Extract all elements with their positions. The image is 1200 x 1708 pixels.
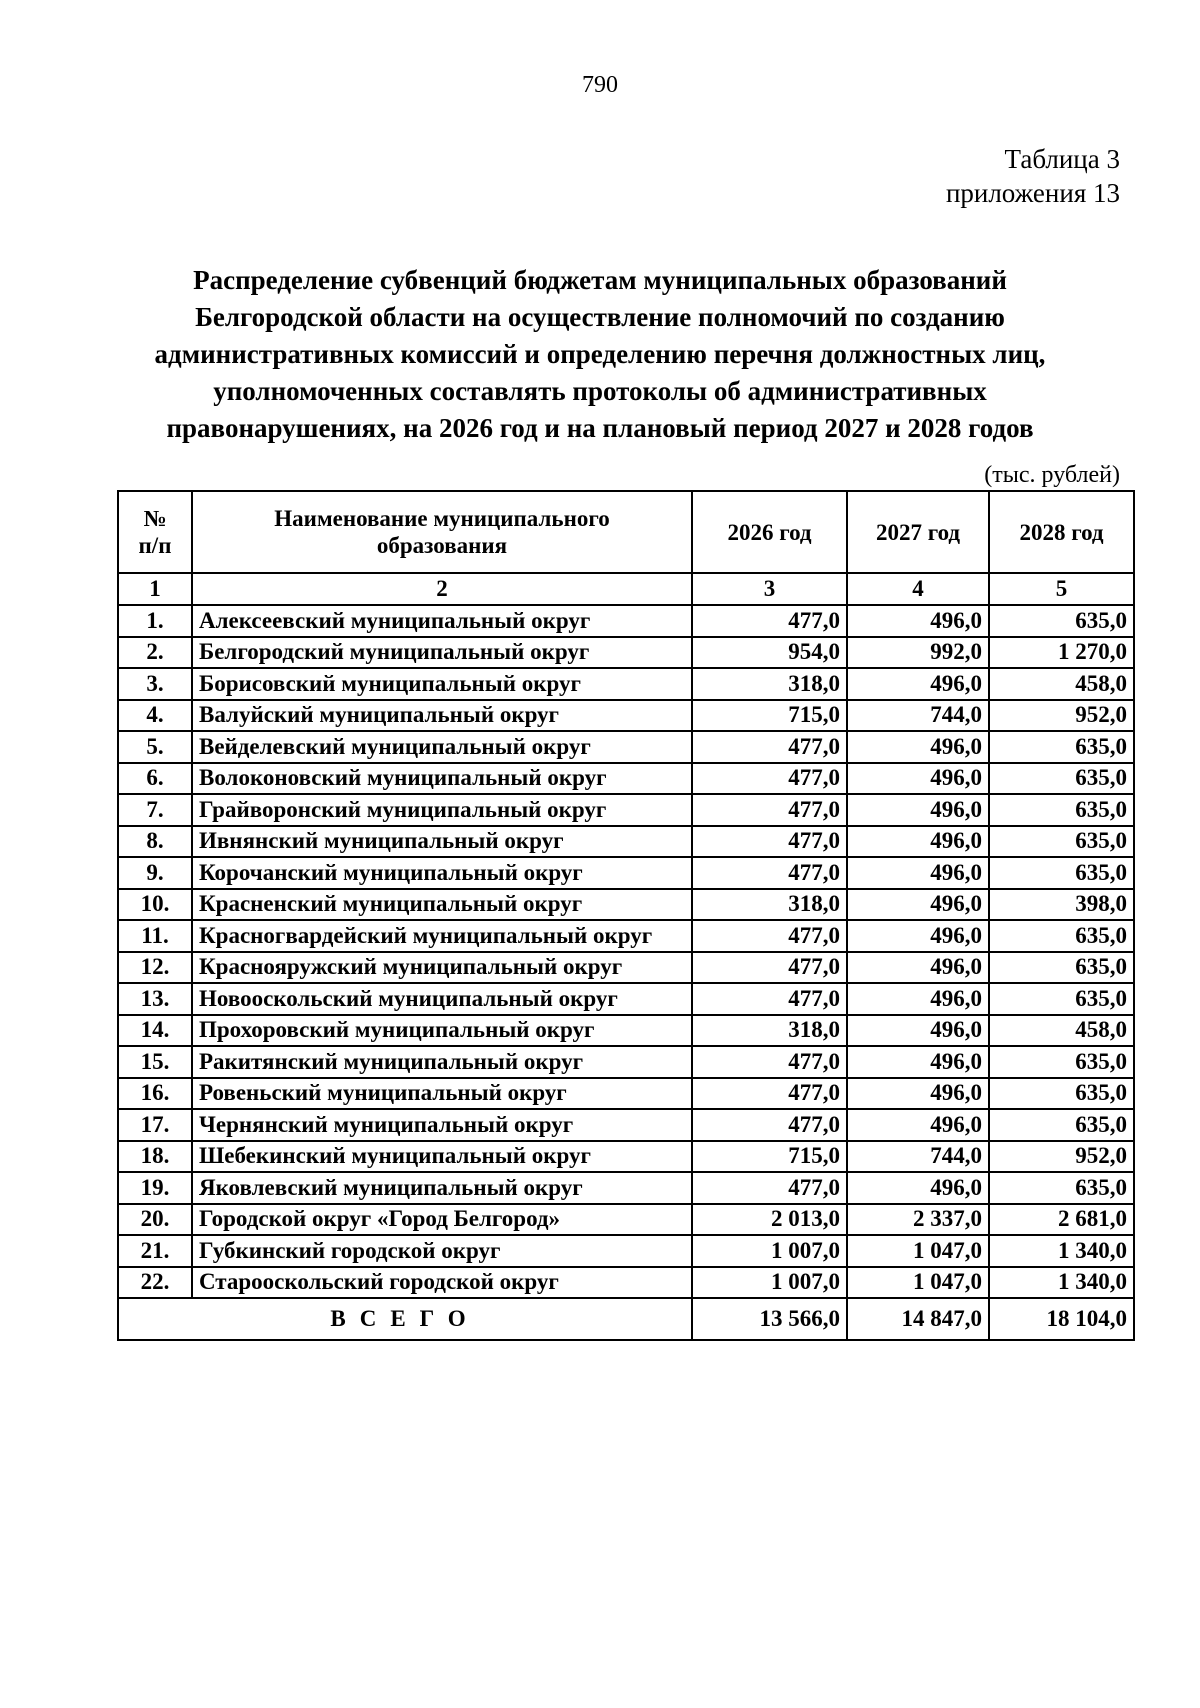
row-municipality-name: Красненский муниципальный округ	[192, 889, 692, 921]
row-value-2028: 635,0	[989, 731, 1134, 763]
table-row	[118, 1235, 1134, 1267]
row-value-2026: 477,0	[692, 1078, 847, 1110]
row-municipality-name: Вейделевский муниципальный округ	[192, 731, 692, 763]
row-municipality-name: Чернянский муниципальный округ	[192, 1109, 692, 1141]
row-municipality-name: Ивнянский муниципальный округ	[192, 826, 692, 858]
header-name-line2: образования	[376, 533, 508, 558]
document-title	[100, 262, 1100, 447]
row-value-2028: 1 270,0	[989, 637, 1134, 669]
row-number: 10.	[118, 889, 192, 921]
row-value-2026: 2 013,0	[692, 1204, 847, 1236]
row-value-2027: 496,0	[847, 731, 989, 763]
row-number: 21.	[118, 1235, 192, 1267]
row-value-2028: 458,0	[989, 668, 1134, 700]
row-value-2028: 458,0	[989, 1015, 1134, 1047]
table-row	[118, 700, 1134, 732]
row-value-2028: 635,0	[989, 952, 1134, 984]
row-value-2027: 1 047,0	[847, 1235, 989, 1267]
table-row	[118, 731, 1134, 763]
row-value-2026: 477,0	[692, 952, 847, 984]
row-value-2027: 496,0	[847, 794, 989, 826]
row-number: 19.	[118, 1172, 192, 1204]
row-value-2027: 744,0	[847, 700, 989, 732]
table-row	[118, 952, 1134, 984]
row-value-2028: 635,0	[989, 1172, 1134, 1204]
row-value-2028: 635,0	[989, 605, 1134, 637]
table-row	[118, 1046, 1134, 1078]
column-number-row	[118, 573, 1134, 605]
row-number: 13.	[118, 983, 192, 1015]
header-name	[192, 491, 692, 573]
row-value-2026: 477,0	[692, 794, 847, 826]
row-municipality-name: Ракитянский муниципальный округ	[192, 1046, 692, 1078]
row-municipality-name: Шебекинский муниципальный округ	[192, 1141, 692, 1173]
table-row	[118, 794, 1134, 826]
row-municipality-name: Красногвардейский муниципальный округ	[192, 920, 692, 952]
row-value-2027: 496,0	[847, 952, 989, 984]
row-value-2026: 477,0	[692, 1046, 847, 1078]
row-number: 15.	[118, 1046, 192, 1078]
row-municipality-name: Корочанский муниципальный округ	[192, 857, 692, 889]
row-value-2028: 635,0	[989, 983, 1134, 1015]
row-value-2028: 2 681,0	[989, 1204, 1134, 1236]
row-number: 14.	[118, 1015, 192, 1047]
row-value-2028: 1 340,0	[989, 1235, 1134, 1267]
row-value-2027: 1 047,0	[847, 1267, 989, 1299]
total-value-2028: 18 104,0	[989, 1298, 1134, 1340]
column-number: 1	[118, 573, 192, 605]
row-municipality-name: Волоконовский муниципальный округ	[192, 763, 692, 795]
row-value-2027: 496,0	[847, 920, 989, 952]
table-row	[118, 637, 1134, 669]
table-row	[118, 983, 1134, 1015]
row-value-2028: 635,0	[989, 1109, 1134, 1141]
subventions-table	[117, 490, 1135, 1341]
table-row	[118, 1204, 1134, 1236]
total-row	[118, 1298, 1134, 1340]
row-value-2026: 477,0	[692, 605, 847, 637]
row-value-2027: 496,0	[847, 1078, 989, 1110]
row-number: 20.	[118, 1204, 192, 1236]
column-number: 4	[847, 573, 989, 605]
total-value-2026: 13 566,0	[692, 1298, 847, 1340]
row-value-2027: 496,0	[847, 889, 989, 921]
title-line: Распределение субвенций бюджетам муниципальных образований	[193, 265, 1007, 295]
header-name-line1: Наименование муниципального	[274, 506, 610, 531]
table-row	[118, 857, 1134, 889]
header-num-line1: №	[143, 506, 167, 531]
row-municipality-name: Прохоровский муниципальный округ	[192, 1015, 692, 1047]
row-value-2027: 744,0	[847, 1141, 989, 1173]
row-value-2028: 635,0	[989, 826, 1134, 858]
row-value-2027: 496,0	[847, 668, 989, 700]
table-reference	[946, 142, 1120, 210]
row-number: 3.	[118, 668, 192, 700]
row-value-2027: 496,0	[847, 1015, 989, 1047]
row-number: 22.	[118, 1267, 192, 1299]
column-number: 3	[692, 573, 847, 605]
row-value-2026: 477,0	[692, 731, 847, 763]
row-value-2026: 318,0	[692, 889, 847, 921]
row-number: 11.	[118, 920, 192, 952]
row-value-2026: 715,0	[692, 700, 847, 732]
row-value-2026: 1 007,0	[692, 1235, 847, 1267]
row-number: 2.	[118, 637, 192, 669]
title-line: административных комиссий и определению перечня должностных лиц,	[154, 339, 1046, 369]
row-value-2026: 477,0	[692, 763, 847, 795]
row-value-2027: 496,0	[847, 1046, 989, 1078]
table-row	[118, 826, 1134, 858]
table-row	[118, 889, 1134, 921]
title-line: Белгородской области на осуществление полномочий по созданию	[195, 302, 1005, 332]
unit-label: (тыс. рублей)	[984, 462, 1120, 488]
row-number: 17.	[118, 1109, 192, 1141]
row-value-2027: 496,0	[847, 826, 989, 858]
row-number: 7.	[118, 794, 192, 826]
row-number: 4.	[118, 700, 192, 732]
row-number: 12.	[118, 952, 192, 984]
row-municipality-name: Валуйский муниципальный округ	[192, 700, 692, 732]
row-municipality-name: Яковлевский муниципальный округ	[192, 1172, 692, 1204]
column-number: 5	[989, 573, 1134, 605]
row-value-2026: 477,0	[692, 1172, 847, 1204]
header-2027: 2027 год	[847, 491, 989, 573]
table-row	[118, 1141, 1134, 1173]
header-2026: 2026 год	[692, 491, 847, 573]
row-value-2028: 635,0	[989, 920, 1134, 952]
table-header-row	[118, 491, 1134, 573]
table-row	[118, 1109, 1134, 1141]
table-row	[118, 605, 1134, 637]
row-value-2026: 715,0	[692, 1141, 847, 1173]
row-value-2026: 954,0	[692, 637, 847, 669]
row-number: 8.	[118, 826, 192, 858]
title-line: уполномоченных составлять протоколы об административных	[213, 376, 987, 406]
row-value-2026: 318,0	[692, 668, 847, 700]
table-row	[118, 763, 1134, 795]
row-municipality-name: Белгородский муниципальный округ	[192, 637, 692, 669]
row-value-2028: 635,0	[989, 1078, 1134, 1110]
row-number: 18.	[118, 1141, 192, 1173]
row-value-2026: 318,0	[692, 1015, 847, 1047]
row-municipality-name: Борисовский муниципальный округ	[192, 668, 692, 700]
row-value-2027: 496,0	[847, 763, 989, 795]
table-row	[118, 1267, 1134, 1299]
header-num	[118, 491, 192, 573]
row-value-2026: 477,0	[692, 983, 847, 1015]
row-value-2028: 635,0	[989, 763, 1134, 795]
row-municipality-name: Губкинский городской округ	[192, 1235, 692, 1267]
table-ref-line2: приложения 13	[945, 178, 1120, 208]
table-ref-line1: Таблица 3	[1004, 144, 1120, 174]
row-value-2028: 635,0	[989, 1046, 1134, 1078]
header-num-line2: п/п	[138, 533, 172, 558]
table-row	[118, 1172, 1134, 1204]
row-number: 1.	[118, 605, 192, 637]
row-value-2028: 1 340,0	[989, 1267, 1134, 1299]
row-municipality-name: Грайворонский муниципальный округ	[192, 794, 692, 826]
total-label: ВСЕГО	[118, 1298, 692, 1340]
row-value-2027: 2 337,0	[847, 1204, 989, 1236]
row-municipality-name: Городской округ «Город Белгород»	[192, 1204, 692, 1236]
row-municipality-name: Алексеевский муниципальный округ	[192, 605, 692, 637]
row-value-2028: 635,0	[989, 794, 1134, 826]
row-value-2026: 477,0	[692, 826, 847, 858]
table-row	[118, 1078, 1134, 1110]
column-number: 2	[192, 573, 692, 605]
page-number: 790	[582, 72, 618, 98]
header-2028: 2028 год	[989, 491, 1134, 573]
row-municipality-name: Новооскольский муниципальный округ	[192, 983, 692, 1015]
row-municipality-name: Ровеньский муниципальный округ	[192, 1078, 692, 1110]
row-value-2027: 496,0	[847, 1109, 989, 1141]
row-value-2028: 952,0	[989, 700, 1134, 732]
row-municipality-name: Краснояружский муниципальный округ	[192, 952, 692, 984]
row-value-2026: 1 007,0	[692, 1267, 847, 1299]
row-value-2027: 496,0	[847, 983, 989, 1015]
row-value-2027: 496,0	[847, 1172, 989, 1204]
row-number: 16.	[118, 1078, 192, 1110]
row-value-2027: 992,0	[847, 637, 989, 669]
title-line: правонарушениях, на 2026 год и на плановый период 2027 и 2028 годов	[166, 413, 1034, 443]
table-row	[118, 920, 1134, 952]
total-value-2027: 14 847,0	[847, 1298, 989, 1340]
row-number: 9.	[118, 857, 192, 889]
row-value-2027: 496,0	[847, 857, 989, 889]
row-value-2027: 496,0	[847, 605, 989, 637]
row-value-2026: 477,0	[692, 920, 847, 952]
row-value-2026: 477,0	[692, 857, 847, 889]
row-value-2028: 635,0	[989, 857, 1134, 889]
row-number: 6.	[118, 763, 192, 795]
row-municipality-name: Старооскольский городской округ	[192, 1267, 692, 1299]
row-value-2028: 952,0	[989, 1141, 1134, 1173]
row-value-2028: 398,0	[989, 889, 1134, 921]
row-number: 5.	[118, 731, 192, 763]
table-row	[118, 1015, 1134, 1047]
table-row	[118, 668, 1134, 700]
row-value-2026: 477,0	[692, 1109, 847, 1141]
